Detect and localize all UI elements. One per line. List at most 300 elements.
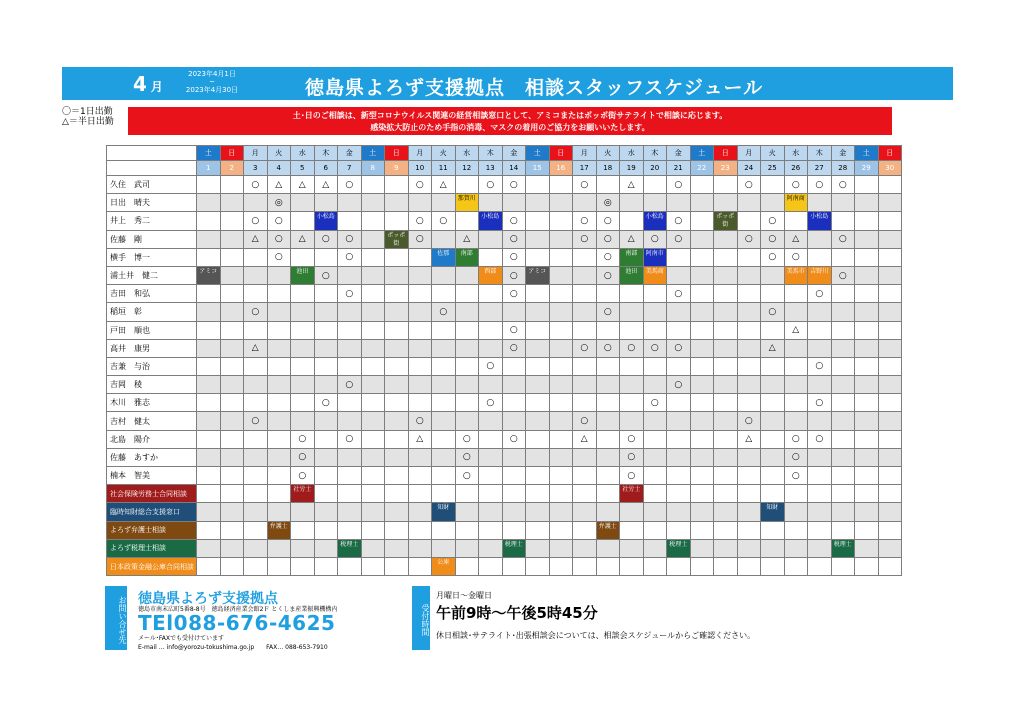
weekday-header: 水 xyxy=(620,146,644,161)
attendance-mark: ○ xyxy=(580,215,589,226)
staff-name: 吉岡 稜 xyxy=(107,376,197,394)
schedule-cell xyxy=(502,467,526,485)
schedule-cell xyxy=(667,266,691,284)
schedule-cell xyxy=(291,230,315,248)
schedule-cell xyxy=(573,467,597,485)
schedule-cell xyxy=(878,376,902,394)
phone-number[interactable]: TEl088-676-4625 xyxy=(138,611,336,635)
weekday-header: 水 xyxy=(784,146,808,161)
schedule-cell xyxy=(502,339,526,357)
legend-full-day: 〇＝1日出勤 xyxy=(62,107,113,117)
location-tag: 那賀川 xyxy=(457,195,476,203)
schedule-cell xyxy=(714,194,738,212)
attendance-mark: △ xyxy=(768,343,776,354)
schedule-cell xyxy=(338,212,362,230)
schedule-cell xyxy=(690,285,714,303)
attendance-mark: ○ xyxy=(627,452,636,463)
staff-row xyxy=(107,430,902,448)
schedule-cell xyxy=(620,412,644,430)
attendance-mark: ○ xyxy=(815,179,824,190)
attendance-mark: ○ xyxy=(486,397,495,408)
schedule-cell xyxy=(526,557,550,575)
schedule-cell xyxy=(761,303,785,321)
schedule-cell xyxy=(808,394,832,412)
schedule-cell xyxy=(385,321,409,339)
schedule-cell xyxy=(432,467,456,485)
schedule-cell xyxy=(385,557,409,575)
schedule-cell xyxy=(291,394,315,412)
attendance-mark: △ xyxy=(463,234,471,245)
schedule-cell xyxy=(737,557,761,575)
schedule-cell xyxy=(831,521,855,539)
attendance-mark: △ xyxy=(580,434,588,445)
date-header: 21 xyxy=(667,161,691,176)
attendance-mark: ○ xyxy=(603,343,612,354)
schedule-cell xyxy=(573,521,597,539)
email-fax[interactable]: E-mail … info@yorozu-tokushima.go.jp FAX… 088-653-7910 xyxy=(138,644,328,651)
schedule-cell xyxy=(220,430,244,448)
schedule-cell xyxy=(549,321,573,339)
schedule-cell xyxy=(808,303,832,321)
schedule-cell xyxy=(220,412,244,430)
staff-row xyxy=(107,467,902,485)
schedule-cell xyxy=(690,430,714,448)
attendance-mark: ○ xyxy=(486,179,495,190)
schedule-cell xyxy=(220,212,244,230)
attendance-mark: ○ xyxy=(791,470,800,481)
attendance-mark: ○ xyxy=(768,234,777,245)
schedule-cell xyxy=(643,467,667,485)
schedule-cell xyxy=(737,285,761,303)
schedule-cell xyxy=(549,285,573,303)
date-header: 30 xyxy=(878,161,902,176)
schedule-cell xyxy=(220,394,244,412)
schedule-cell xyxy=(361,503,385,521)
contact-label: お問い合せ先 xyxy=(105,586,127,650)
schedule-cell xyxy=(385,248,409,266)
schedule-cell xyxy=(667,194,691,212)
date-header: 29 xyxy=(855,161,879,176)
service-name: 臨時知財総合支援窓口 xyxy=(107,503,197,521)
schedule-cell xyxy=(197,176,221,194)
attendance-mark: △ xyxy=(275,179,283,190)
schedule-cell xyxy=(761,467,785,485)
staff-name: 木川 雅志 xyxy=(107,394,197,412)
date-header: 9 xyxy=(385,161,409,176)
schedule-cell xyxy=(620,376,644,394)
schedule-cell xyxy=(479,539,503,557)
schedule-cell xyxy=(479,412,503,430)
attendance-mark: ○ xyxy=(439,306,448,317)
attendance-mark: ○ xyxy=(674,179,683,190)
staff-row xyxy=(107,357,902,375)
schedule-cell xyxy=(714,357,738,375)
location-tag: 南部 xyxy=(460,249,473,257)
schedule-cell xyxy=(737,321,761,339)
schedule-cell xyxy=(878,467,902,485)
schedule-cell xyxy=(761,339,785,357)
location-tag: 西部 xyxy=(484,267,497,275)
attendance-mark: △ xyxy=(416,434,424,445)
schedule-cell xyxy=(526,266,550,284)
schedule-cell xyxy=(714,339,738,357)
location-tag: 税理士 xyxy=(833,540,852,548)
service-name: よろず税理士相談 xyxy=(107,539,197,557)
weekday-header: 火 xyxy=(596,146,620,161)
schedule-cell xyxy=(737,485,761,503)
schedule-cell xyxy=(244,503,268,521)
schedule-cell xyxy=(667,321,691,339)
schedule-cell xyxy=(573,266,597,284)
schedule-cell xyxy=(714,557,738,575)
schedule-cell xyxy=(878,212,902,230)
schedule-cell xyxy=(432,230,456,248)
schedule-cell xyxy=(643,248,667,266)
schedule-cell xyxy=(549,521,573,539)
schedule-cell xyxy=(643,430,667,448)
date-header: 13 xyxy=(479,161,503,176)
schedule-cell xyxy=(831,485,855,503)
schedule-cell xyxy=(408,521,432,539)
schedule-cell xyxy=(855,212,879,230)
schedule-cell xyxy=(808,212,832,230)
schedule-cell xyxy=(596,248,620,266)
schedule-cell xyxy=(479,521,503,539)
schedule-cell xyxy=(596,394,620,412)
schedule-cell xyxy=(526,321,550,339)
schedule-cell xyxy=(761,321,785,339)
schedule-cell xyxy=(502,539,526,557)
schedule-cell xyxy=(338,430,362,448)
weekday-header: 金 xyxy=(502,146,526,161)
schedule-cell xyxy=(526,430,550,448)
schedule-cell xyxy=(878,394,902,412)
schedule-cell xyxy=(385,539,409,557)
schedule-cell xyxy=(291,266,315,284)
legend xyxy=(62,107,114,127)
schedule-cell xyxy=(526,357,550,375)
schedule-cell xyxy=(831,539,855,557)
attendance-mark: △ xyxy=(298,234,306,245)
schedule-cell xyxy=(502,557,526,575)
schedule-cell xyxy=(714,303,738,321)
schedule-cell xyxy=(244,321,268,339)
schedule-cell xyxy=(479,266,503,284)
schedule-cell xyxy=(432,412,456,430)
schedule-cell xyxy=(432,285,456,303)
schedule-cell xyxy=(220,176,244,194)
staff-row xyxy=(107,248,902,266)
date-header: 5 xyxy=(291,161,315,176)
schedule-cell xyxy=(526,248,550,266)
attendance-mark: ○ xyxy=(768,306,777,317)
schedule-cell xyxy=(291,303,315,321)
schedule-cell xyxy=(549,194,573,212)
schedule-cell xyxy=(761,176,785,194)
attendance-mark: ○ xyxy=(462,470,471,481)
date-header: 4 xyxy=(267,161,291,176)
schedule-cell xyxy=(408,539,432,557)
schedule-cell xyxy=(385,430,409,448)
schedule-cell xyxy=(549,557,573,575)
schedule-cell xyxy=(432,194,456,212)
weekday-header: 火 xyxy=(432,146,456,161)
schedule-cell xyxy=(714,485,738,503)
schedule-cell xyxy=(596,521,620,539)
schedule-cell xyxy=(808,557,832,575)
schedule-cell xyxy=(855,357,879,375)
date-header: 19 xyxy=(620,161,644,176)
schedule-cell xyxy=(855,321,879,339)
attendance-mark: ○ xyxy=(674,379,683,390)
schedule-cell xyxy=(737,339,761,357)
schedule-cell xyxy=(314,430,338,448)
attendance-mark: ○ xyxy=(791,179,800,190)
schedule-cell xyxy=(784,357,808,375)
schedule-cell xyxy=(220,485,244,503)
schedule-cell xyxy=(455,521,479,539)
date-header: 15 xyxy=(526,161,550,176)
month-label xyxy=(133,72,163,96)
weekday-header: 木 xyxy=(479,146,503,161)
attendance-mark: ○ xyxy=(603,306,612,317)
schedule-cell xyxy=(455,230,479,248)
date-header: 1 xyxy=(197,161,221,176)
schedule-cell xyxy=(549,230,573,248)
attendance-mark: ○ xyxy=(321,397,330,408)
schedule-cell xyxy=(526,448,550,466)
staff-row xyxy=(107,376,902,394)
date-header: 22 xyxy=(690,161,714,176)
schedule-cell xyxy=(502,503,526,521)
schedule-cell xyxy=(455,430,479,448)
schedule-cell xyxy=(314,194,338,212)
schedule-cell xyxy=(197,230,221,248)
service-row xyxy=(107,539,902,557)
schedule-cell xyxy=(479,448,503,466)
staff-row xyxy=(107,321,902,339)
schedule-cell xyxy=(526,285,550,303)
schedule-cell xyxy=(432,485,456,503)
schedule-cell xyxy=(502,430,526,448)
schedule-cell xyxy=(667,285,691,303)
schedule-cell xyxy=(408,176,432,194)
schedule-cell xyxy=(385,194,409,212)
schedule-cell xyxy=(408,303,432,321)
schedule-cell xyxy=(690,339,714,357)
org-address: 徳島市南末広町5番8-8号 徳島経済産業会館2Ｆ とくしま産業振興機構内 xyxy=(138,606,338,613)
schedule-cell xyxy=(432,430,456,448)
service-row xyxy=(107,557,902,575)
schedule-cell xyxy=(761,503,785,521)
date-header: 6 xyxy=(314,161,338,176)
schedule-cell xyxy=(714,430,738,448)
date-header: 3 xyxy=(244,161,268,176)
staff-name: 吉村 健太 xyxy=(107,412,197,430)
schedule-cell xyxy=(573,394,597,412)
attendance-mark: ◎ xyxy=(274,197,283,208)
schedule-cell xyxy=(479,430,503,448)
schedule-cell xyxy=(197,194,221,212)
schedule-cell xyxy=(338,285,362,303)
schedule-cell xyxy=(220,194,244,212)
schedule-cell xyxy=(267,557,291,575)
schedule-cell xyxy=(784,412,808,430)
hours-days: 月曜日～金曜日 xyxy=(436,591,492,600)
schedule-cell xyxy=(784,557,808,575)
location-tag: アミコ xyxy=(528,267,547,275)
schedule-cell xyxy=(314,557,338,575)
schedule-cell xyxy=(479,394,503,412)
location-tag: 社労士 xyxy=(293,486,312,494)
schedule-cell xyxy=(244,176,268,194)
schedule-cell xyxy=(761,230,785,248)
schedule-cell xyxy=(197,321,221,339)
schedule-cell xyxy=(314,303,338,321)
weekday-header: 金 xyxy=(831,146,855,161)
schedule-cell xyxy=(408,212,432,230)
attendance-mark: ○ xyxy=(415,215,424,226)
schedule-cell xyxy=(455,176,479,194)
attendance-mark: ○ xyxy=(415,416,424,427)
schedule-cell xyxy=(690,503,714,521)
schedule-cell xyxy=(244,394,268,412)
schedule-cell xyxy=(220,303,244,321)
schedule-cell xyxy=(855,339,879,357)
schedule-cell xyxy=(596,285,620,303)
schedule-cell xyxy=(455,266,479,284)
schedule-cell xyxy=(667,176,691,194)
period-start: 2023年4月1日 xyxy=(188,70,236,78)
schedule-cell xyxy=(455,448,479,466)
schedule-cell xyxy=(643,539,667,557)
schedule-cell xyxy=(385,266,409,284)
schedule-cell xyxy=(831,303,855,321)
schedule-cell xyxy=(831,503,855,521)
schedule-cell xyxy=(408,412,432,430)
weekday-header: 日 xyxy=(714,146,738,161)
attendance-mark: ○ xyxy=(345,179,354,190)
schedule-cell xyxy=(643,503,667,521)
attendance-mark: ○ xyxy=(627,470,636,481)
schedule-cell xyxy=(338,521,362,539)
weekday-header: 日 xyxy=(549,146,573,161)
schedule-cell xyxy=(314,448,338,466)
location-tag: 税理士 xyxy=(504,540,523,548)
schedule-cell xyxy=(596,412,620,430)
schedule-cell xyxy=(761,194,785,212)
schedule-cell xyxy=(596,539,620,557)
schedule-cell xyxy=(432,339,456,357)
schedule-cell xyxy=(737,248,761,266)
schedule-cell xyxy=(408,394,432,412)
attendance-mark: ○ xyxy=(603,270,612,281)
location-tag: 阿南商 xyxy=(786,195,805,203)
schedule-cell xyxy=(620,557,644,575)
schedule-cell xyxy=(643,230,667,248)
date-header: 7 xyxy=(338,161,362,176)
schedule-cell xyxy=(737,448,761,466)
schedule-cell xyxy=(455,248,479,266)
attendance-mark: ○ xyxy=(791,434,800,445)
schedule-cell xyxy=(220,503,244,521)
schedule-cell xyxy=(596,321,620,339)
schedule-cell xyxy=(314,176,338,194)
weekday-header: 木 xyxy=(808,146,832,161)
staff-name: 楠本 智美 xyxy=(107,467,197,485)
attendance-mark: ○ xyxy=(815,397,824,408)
weekday-header: 月 xyxy=(573,146,597,161)
schedule-cell xyxy=(808,357,832,375)
schedule-cell xyxy=(620,285,644,303)
schedule-cell xyxy=(455,303,479,321)
schedule-cell xyxy=(855,285,879,303)
attendance-mark: ○ xyxy=(650,343,659,354)
schedule-cell xyxy=(197,376,221,394)
schedule-cell xyxy=(784,321,808,339)
schedule-cell xyxy=(220,467,244,485)
staff-name: 北島 陽介 xyxy=(107,430,197,448)
schedule-cell xyxy=(338,194,362,212)
schedule-cell xyxy=(361,412,385,430)
schedule-cell xyxy=(267,339,291,357)
schedule-cell xyxy=(408,430,432,448)
schedule-cell xyxy=(784,394,808,412)
schedule-cell xyxy=(808,321,832,339)
schedule-cell xyxy=(385,230,409,248)
schedule-cell xyxy=(361,430,385,448)
schedule-cell xyxy=(667,303,691,321)
staff-row xyxy=(107,412,902,430)
schedule-table xyxy=(106,145,902,576)
schedule-cell xyxy=(549,248,573,266)
date-header: 20 xyxy=(643,161,667,176)
location-tag: ポッポ街 xyxy=(387,231,406,247)
schedule-cell xyxy=(714,376,738,394)
schedule-cell xyxy=(455,394,479,412)
schedule-cell xyxy=(338,485,362,503)
attendance-mark: ○ xyxy=(509,252,518,263)
location-tag: 税理士 xyxy=(340,540,359,548)
schedule-cell xyxy=(502,285,526,303)
weekday-header: 土 xyxy=(526,146,550,161)
schedule-cell xyxy=(479,303,503,321)
schedule-cell xyxy=(573,194,597,212)
schedule-cell xyxy=(244,448,268,466)
weekday-header: 土 xyxy=(197,146,221,161)
staff-name: 高井 康男 xyxy=(107,339,197,357)
schedule-cell xyxy=(549,303,573,321)
schedule-cell xyxy=(808,448,832,466)
schedule-cell xyxy=(596,303,620,321)
attendance-mark: ○ xyxy=(744,234,753,245)
schedule-cell xyxy=(737,194,761,212)
schedule-cell xyxy=(596,503,620,521)
staff-name: 戸田 順也 xyxy=(107,321,197,339)
schedule-cell xyxy=(831,266,855,284)
schedule-cell xyxy=(455,194,479,212)
schedule-cell xyxy=(361,394,385,412)
schedule-cell xyxy=(526,521,550,539)
schedule-cell xyxy=(808,521,832,539)
schedule-cell xyxy=(573,539,597,557)
schedule-cell xyxy=(878,357,902,375)
schedule-cell xyxy=(314,339,338,357)
schedule-cell xyxy=(385,394,409,412)
staff-name: 佐藤 剛 xyxy=(107,230,197,248)
schedule-cell xyxy=(855,503,879,521)
schedule-cell xyxy=(408,557,432,575)
